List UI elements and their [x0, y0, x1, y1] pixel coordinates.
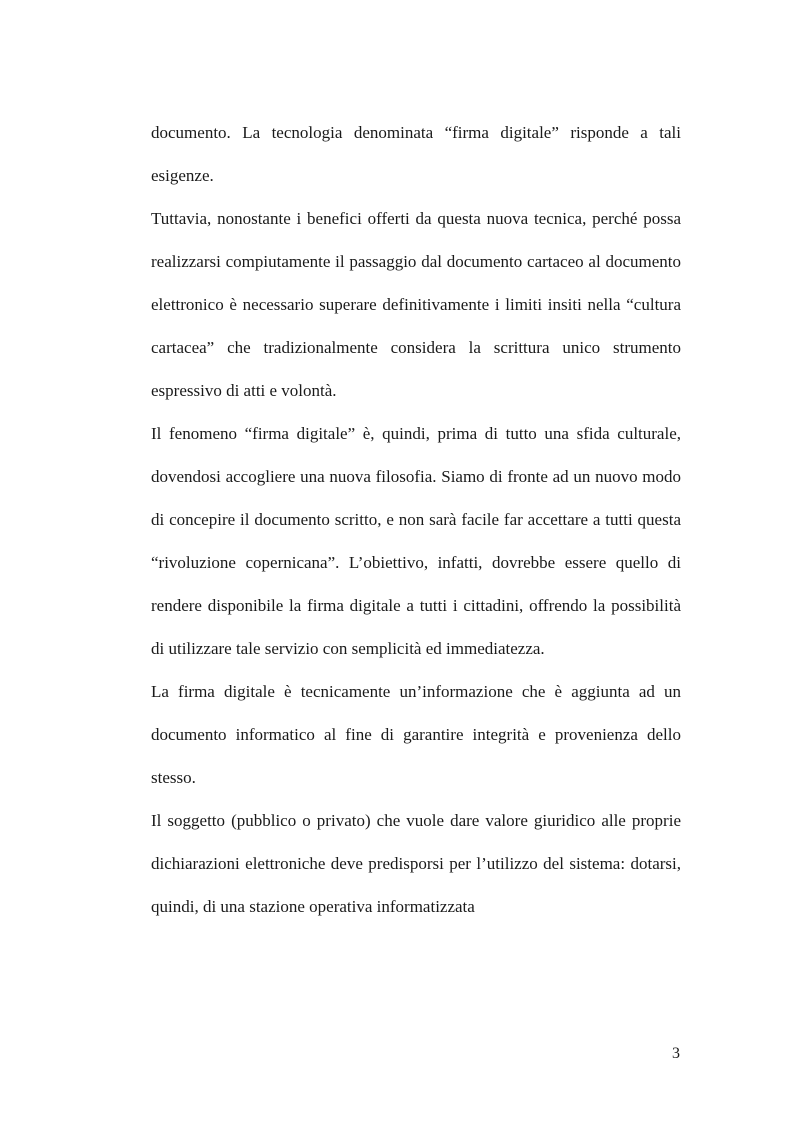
body-text — [151, 111, 681, 928]
paragraph-3: Il fenomeno “firma digitale” è, quindi, prima di tutto una sfida culturale, dovendosi accogliere una nuova filosofia. Siamo di fronte ad un nuovo modo di concepire il documento scritto, e non sarà facile far accettare a tutti questa “rivoluzione copernicana”. L’obiettivo, infatti, dovrebbe essere quello di rendere disponibile la firma digitale a tutti i cittadini, offrendo la possibilità di utilizzare tale servizio con semplicità ed immediatezza. — [151, 424, 681, 658]
paragraph-5: Il soggetto (pubblico o privato) che vuole dare valore giuridico alle proprie dichiarazioni elettroniche deve predisporsi per l’utilizzo del sistema: dotarsi, quindi, di una stazione operativa informatizzata — [151, 811, 681, 916]
paragraph-2: Tuttavia, nonostante i benefici offerti da questa nuova tecnica, perché possa realizzarsi compiutamente il passaggio dal documento cartaceo al documento elettronico è necessario superare definitivamente i limiti insiti nella “cultura cartacea” che tradizionalmente considera la scrittura unico strumento espressivo di atti e volontà. — [151, 209, 681, 400]
page-number: 3 — [672, 1045, 680, 1062]
paragraph-1: documento. La tecnologia denominata “firma digitale” risponde a tali esigenze. — [151, 123, 681, 185]
paragraph-4: La firma digitale è tecnicamente un’informazione che è aggiunta ad un documento informatico al fine di garantire integrità e provenienza dello stesso. — [151, 682, 681, 787]
